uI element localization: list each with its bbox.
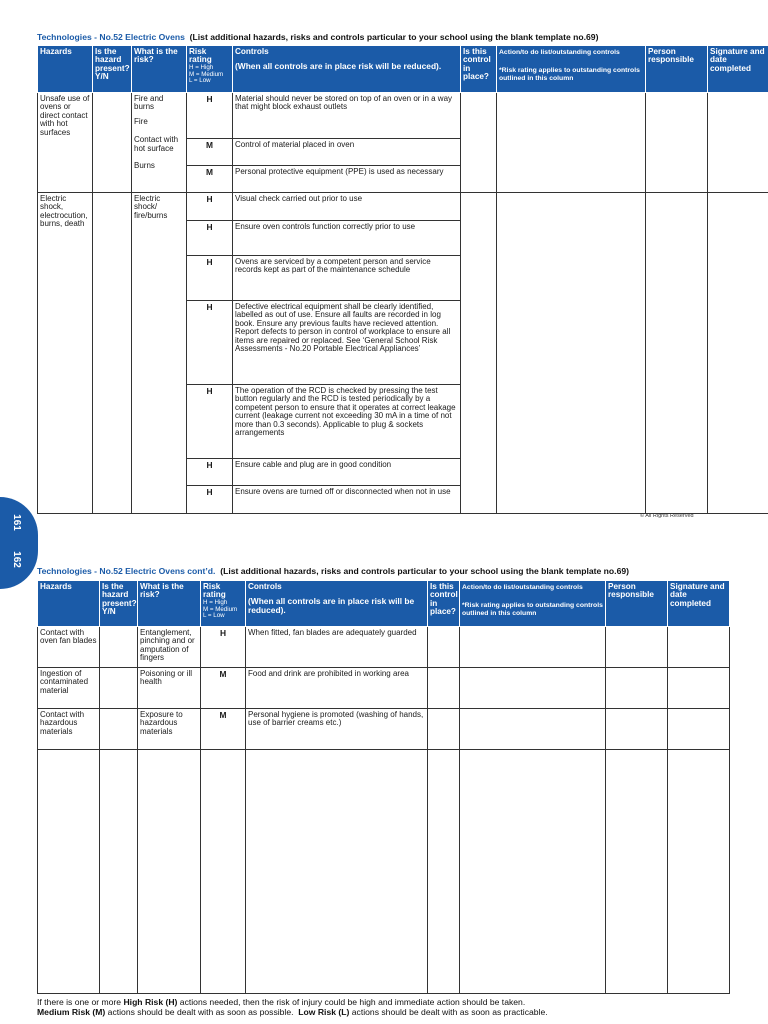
table-header-row	[38, 46, 768, 93]
control-cell: When fitted, fan blades are adequately guarded	[246, 627, 428, 668]
in-place-cell[interactable]	[428, 709, 460, 750]
control-cell: Ovens are serviced by a competent person and service records kept as part of the maintenance schedule	[233, 256, 461, 301]
rating-cell: H	[187, 385, 233, 459]
control-cell: Defective electrical equipment shall be clearly identified, labelled as out of use. Ensure all faults are recorded in log book. Ensure any previous faults have recieved attention. Report defects to person in control of workplace to ensure all items are repaired or replaced. See ‘General School Risk Assessments - No.20 Portable Electrical Appliances’	[233, 301, 461, 385]
table-row	[38, 627, 730, 668]
hazard-cell: Electric shock, electrocution, burns, death	[38, 193, 93, 514]
blank-cell[interactable]	[246, 750, 428, 994]
signature-cell[interactable]	[668, 709, 730, 750]
col-rating-label: Risk rating	[203, 582, 226, 600]
blank-cell[interactable]	[38, 750, 100, 994]
blank-cell[interactable]	[138, 750, 201, 994]
risk-text: Contact with hot surface	[134, 135, 179, 153]
col-controls	[246, 581, 428, 627]
col-controls-note: (When all controls are in place risk will be reduced).	[248, 596, 415, 615]
rating-cell: H	[187, 256, 233, 301]
section1-title-main: Technologies - No.52 Electric Ovens	[37, 32, 185, 42]
risk-text: Fire and burns	[134, 94, 164, 112]
action-cell[interactable]	[497, 193, 646, 514]
copyright-notice: © All Rights Reserved	[640, 513, 694, 519]
rating-high-key: H = High	[189, 63, 214, 71]
col-controls-note: (When all controls are in place risk will be reduced).	[235, 61, 442, 72]
rating-cell: H	[187, 193, 233, 221]
risk-footer-note	[37, 997, 548, 1018]
present-cell[interactable]	[100, 668, 138, 709]
page-number-162: 162	[10, 551, 22, 568]
person-cell[interactable]	[646, 193, 708, 514]
control-cell: Ensure ovens are turned off or disconnected when not in use	[233, 486, 461, 514]
col-hazards: Hazards	[38, 581, 100, 627]
in-place-cell[interactable]	[461, 93, 497, 193]
col-rating	[201, 581, 246, 627]
rating-low-key: L = Low	[203, 612, 225, 620]
risk-text: Fire	[134, 116, 148, 126]
present-cell[interactable]	[93, 193, 132, 514]
hazard-cell: Ingestion of contaminated material	[38, 668, 100, 709]
action-cell[interactable]	[460, 627, 606, 668]
blank-cell[interactable]	[606, 750, 668, 994]
page-number-161: 161	[10, 514, 22, 531]
footer-text: actions should be dealt with as soon as practicable.	[349, 1007, 548, 1018]
table-row-blank	[38, 750, 730, 994]
risk-cell: Entanglement, pinching and or amputation of fingers	[138, 627, 201, 668]
in-place-cell[interactable]	[428, 668, 460, 709]
low-risk-label: Low Risk (L)	[298, 1007, 350, 1018]
col-action-label: Action/to do list/outstanding controls	[462, 584, 583, 591]
hazard-cell: Unsafe use of ovens or direct contact with hot surfaces	[38, 93, 93, 193]
col-controls-label: Controls	[248, 582, 282, 591]
rating-low-key: L = Low	[189, 77, 211, 85]
section1-title	[37, 32, 598, 42]
col-action	[497, 46, 646, 93]
person-cell[interactable]	[606, 668, 668, 709]
col-hazards: Hazards	[38, 46, 93, 93]
in-place-cell[interactable]	[461, 193, 497, 514]
blank-cell[interactable]	[668, 750, 730, 994]
section2-title-note: (List additional hazards, risks and controls particular to your school using the blank template no.69)	[220, 566, 629, 576]
col-action-label: Action/to do list/outstanding controls	[499, 49, 620, 56]
hazard-cell: Contact with hazardous materials	[38, 709, 100, 750]
risk-cell: Electric shock/ fire/burns	[132, 193, 187, 514]
person-cell[interactable]	[606, 709, 668, 750]
section2-title	[37, 566, 629, 576]
present-cell[interactable]	[100, 627, 138, 668]
blank-cell[interactable]	[460, 750, 606, 994]
signature-cell[interactable]	[708, 193, 768, 514]
footer-text: actions should be dealt with as soon as possible.	[105, 1007, 299, 1018]
col-action-note: *Risk rating applies to outstanding controls outlined in this column	[462, 601, 603, 618]
table-row	[38, 709, 730, 750]
risk-cell	[132, 93, 187, 193]
control-cell: Food and drink are prohibited in working area	[246, 668, 428, 709]
table-row	[38, 668, 730, 709]
rating-medium-key: M = Medium	[203, 605, 238, 613]
rating-cell: H	[187, 221, 233, 256]
table-row	[38, 93, 768, 139]
col-person: Person responsible	[646, 46, 708, 93]
high-risk-label: High Risk (H)	[123, 997, 178, 1007]
present-cell[interactable]	[93, 93, 132, 193]
rating-cell: H	[187, 93, 233, 139]
rating-cell: M	[187, 139, 233, 166]
footer-line-1	[37, 997, 548, 1007]
col-controls	[233, 46, 461, 93]
present-cell[interactable]	[100, 709, 138, 750]
rating-high-key: H = High	[203, 598, 228, 606]
footer-text: If there is one or more	[37, 997, 124, 1007]
rating-cell: H	[187, 486, 233, 514]
col-action	[460, 581, 606, 627]
rating-cell: M	[201, 668, 246, 709]
footer-text: actions needed, then the risk of injury could be high and immediate action should be taken.	[177, 997, 526, 1007]
action-cell[interactable]	[460, 668, 606, 709]
col-risk: What is the risk?	[132, 46, 187, 93]
medium-risk-label: Medium Risk (M)	[37, 1007, 106, 1018]
action-cell[interactable]	[497, 93, 646, 193]
risk-cell: Poisoning or ill health	[138, 668, 201, 709]
col-person: Person responsible	[606, 581, 668, 627]
rating-medium-key: M = Medium	[189, 70, 224, 78]
col-present: Is the hazard present? Y/N	[100, 581, 138, 627]
blank-cell[interactable]	[100, 750, 138, 994]
table-row	[38, 193, 768, 221]
footer-line-2	[37, 1007, 548, 1017]
blank-cell[interactable]	[428, 750, 460, 994]
col-present: Is the hazard present? Y/N	[93, 46, 132, 93]
col-action-note: *Risk rating applies to outstanding controls outlined in this column	[499, 66, 640, 83]
person-cell[interactable]	[646, 93, 708, 193]
col-controls-label: Controls	[235, 47, 269, 56]
rating-cell: M	[201, 709, 246, 750]
blank-cell[interactable]	[201, 750, 246, 994]
col-rating	[187, 46, 233, 93]
col-risk: What is the risk?	[138, 581, 201, 627]
rating-cell: H	[187, 301, 233, 385]
control-cell: The operation of the RCD is checked by pressing the test button regularly and the RCD is tested periodically by a competent person to ensure that it operates at correct leakage current (leakage current not exceeding 30 mA in a time of not more than 0.3 seconds). Applicable to plug & sockets arrangements	[233, 385, 461, 459]
rating-cell: H	[201, 627, 246, 668]
control-cell: Ensure cable and plug are in good condition	[233, 459, 461, 486]
rating-cell: M	[187, 166, 233, 193]
page-number-tab	[0, 497, 38, 589]
control-cell: Personal hygiene is promoted (washing of hands, use of barrier creams etc.)	[246, 709, 428, 750]
control-cell: Visual check carried out prior to use	[233, 193, 461, 221]
risk-text: Burns	[134, 160, 155, 170]
control-cell: Ensure oven controls function correctly prior to use	[233, 221, 461, 256]
rating-cell: H	[187, 459, 233, 486]
in-place-cell[interactable]	[428, 627, 460, 668]
section1-title-note: (List additional hazards, risks and controls particular to your school using the blank template no.69)	[189, 32, 599, 42]
action-cell[interactable]	[460, 709, 606, 750]
col-rating-label: Risk rating	[189, 47, 212, 65]
risk-cell: Exposure to hazardous materials	[138, 709, 201, 750]
risk-table-1	[37, 45, 768, 514]
control-cell: Material should never be stored on top of an oven or in a way that might block exhaust outlets	[233, 93, 461, 139]
risk-table-2	[37, 580, 730, 994]
person-cell[interactable]	[606, 627, 668, 668]
hazard-cell: Contact with oven fan blades	[38, 627, 100, 668]
control-cell: Personal protective equipment (PPE) is used as necessary	[233, 166, 461, 193]
control-cell: Control of material placed in oven	[233, 139, 461, 166]
signature-cell[interactable]	[668, 627, 730, 668]
section2-title-main: Technologies - No.52 Electric Ovens cont’d.	[37, 566, 216, 576]
col-in-place: Is this control in place?	[461, 46, 497, 93]
signature-cell[interactable]	[708, 93, 768, 193]
col-in-place: Is this control in place?	[428, 581, 460, 627]
signature-cell[interactable]	[668, 668, 730, 709]
col-signature: Signature and date completed	[668, 581, 730, 627]
table-header-row	[38, 581, 730, 627]
col-signature: Signature and date completed	[708, 46, 768, 93]
